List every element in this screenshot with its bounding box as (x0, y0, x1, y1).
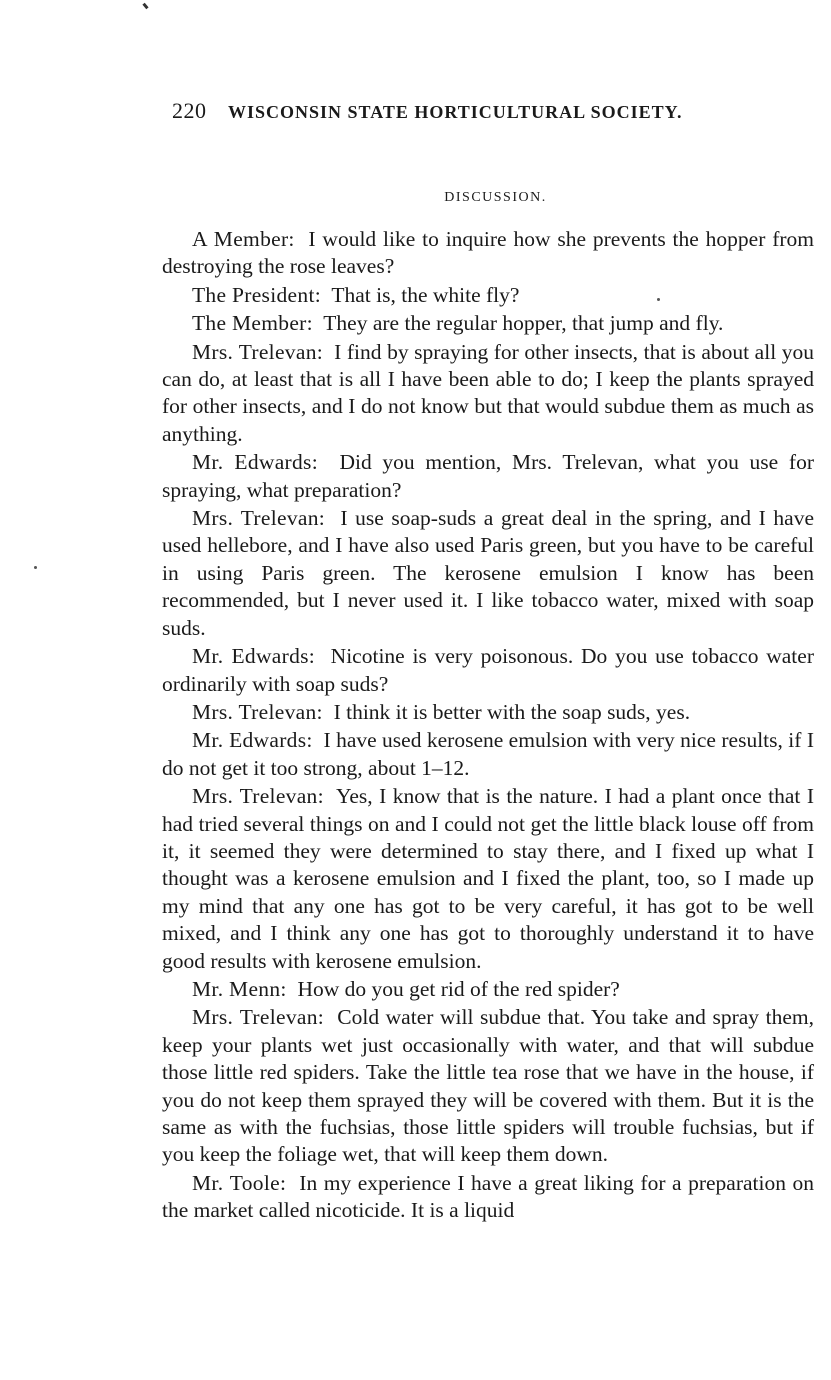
paragraph (162, 339, 814, 449)
paragraph (162, 643, 814, 698)
paragraph-text: I use soap-suds a great deal in the spring, and I have used hellebore, and I have also used Paris green, but you have to be careful in using Paris green. The kerosene emulsion I know has been recommended, but I never used it. I like tobacco water, mixed with soap suds. (162, 506, 814, 640)
speaker-label: Mr. Edwards: (192, 450, 318, 475)
discussion-body (162, 226, 814, 1226)
paragraph-text: They are the regular hopper, that jump and fly. (323, 311, 724, 336)
speaker-label: The Member: (192, 311, 313, 336)
paragraph-text: I have used kerosene emulsion with very nice results, if I do not get it too strong, about 1–12. (162, 728, 814, 780)
paragraph (162, 449, 814, 504)
speaker-label: Mr. Edwards: (192, 728, 313, 753)
speaker-label: A Member: (192, 227, 295, 251)
paragraph-text: I think it is better with the soap suds, yes. (333, 699, 691, 724)
paragraph-text: Cold water will subdue that. You take and spray them, keep your plants wet just occasionally with water, and that will subdue those little red spiders. Take the little tea rose that we have in the house, if you do not keep them sprayed they will be covered with them. But it is the same as with the fuchsias, those little spiders will trouble fuchsias, but if you keep the foliage wet, that will keep them down. (162, 1005, 814, 1167)
paragraph (162, 226, 814, 281)
speaker-label: Mr. Edwards: (192, 644, 316, 669)
speaker-label: Mrs. Trelevan: (192, 1005, 325, 1030)
scan-speck (34, 566, 37, 569)
paragraph (162, 699, 814, 726)
speaker-label: Mrs. Trelevan: (192, 784, 324, 809)
page-number: 220 (172, 98, 207, 123)
paragraph (162, 282, 814, 309)
section-title: DISCUSSION. (444, 190, 547, 205)
paragraph (162, 1004, 814, 1168)
paragraph (162, 310, 814, 337)
speaker-label: Mr. Toole: (192, 1170, 287, 1195)
paragraph (162, 727, 814, 782)
paragraph-text: Nicotine is very poisonous. Do you use tobacco water ordinarily with soap suds? (162, 644, 814, 696)
speaker-label: Mr. Menn: (192, 976, 287, 1001)
running-title: WISCONSIN STATE HORTICULTURAL SOCIETY. (228, 102, 683, 122)
scan-mark (142, 3, 148, 10)
paragraph-text: In my experience I have a great liking for a preparation on the market called nicoticide. It is a liquid (162, 1170, 815, 1223)
paragraph (162, 976, 814, 1003)
paragraph (162, 783, 814, 975)
speaker-label: Mrs. Trelevan: (192, 339, 324, 364)
paragraph-text: Did you mention, Mrs. Trelevan, what you use for spraying, what preparation? (162, 450, 814, 502)
paragraph-text: Yes, I know that is the nature. I had a plant once that I had tried several things on and I could not get the little black louse off from it, it seemed they were determined to stay there, and I fixed up what I thought was a kerosene emulsion and I fixed the plant, too, so I made up my mind that any one has got to be very careful, it has got to be well mixed, and I think any one has got to thoroughly understand it to have good results with kerosene emulsion. (162, 784, 814, 973)
paragraph (162, 1170, 814, 1225)
paragraph-text: I find by spraying for other insects, that is about all you can do, at least that is all I have been able to do; I keep the plants sprayed for other insects, and I do not know but that would subdue them as much as anything. (162, 339, 814, 446)
speaker-label: Mrs. Trelevan: (192, 699, 323, 724)
speaker-label: Mrs. Trelevan: (192, 506, 326, 531)
speaker-label: The President: (192, 282, 321, 307)
paragraph (162, 505, 814, 642)
page-header (172, 98, 762, 124)
paragraph-text: That is, the white fly? (331, 282, 520, 307)
paragraph-text: How do you get rid of the red spider? (297, 976, 620, 1001)
paragraph-text: I would like to inquire how she prevents the hopper from destroying the rose leaves? (162, 227, 814, 279)
